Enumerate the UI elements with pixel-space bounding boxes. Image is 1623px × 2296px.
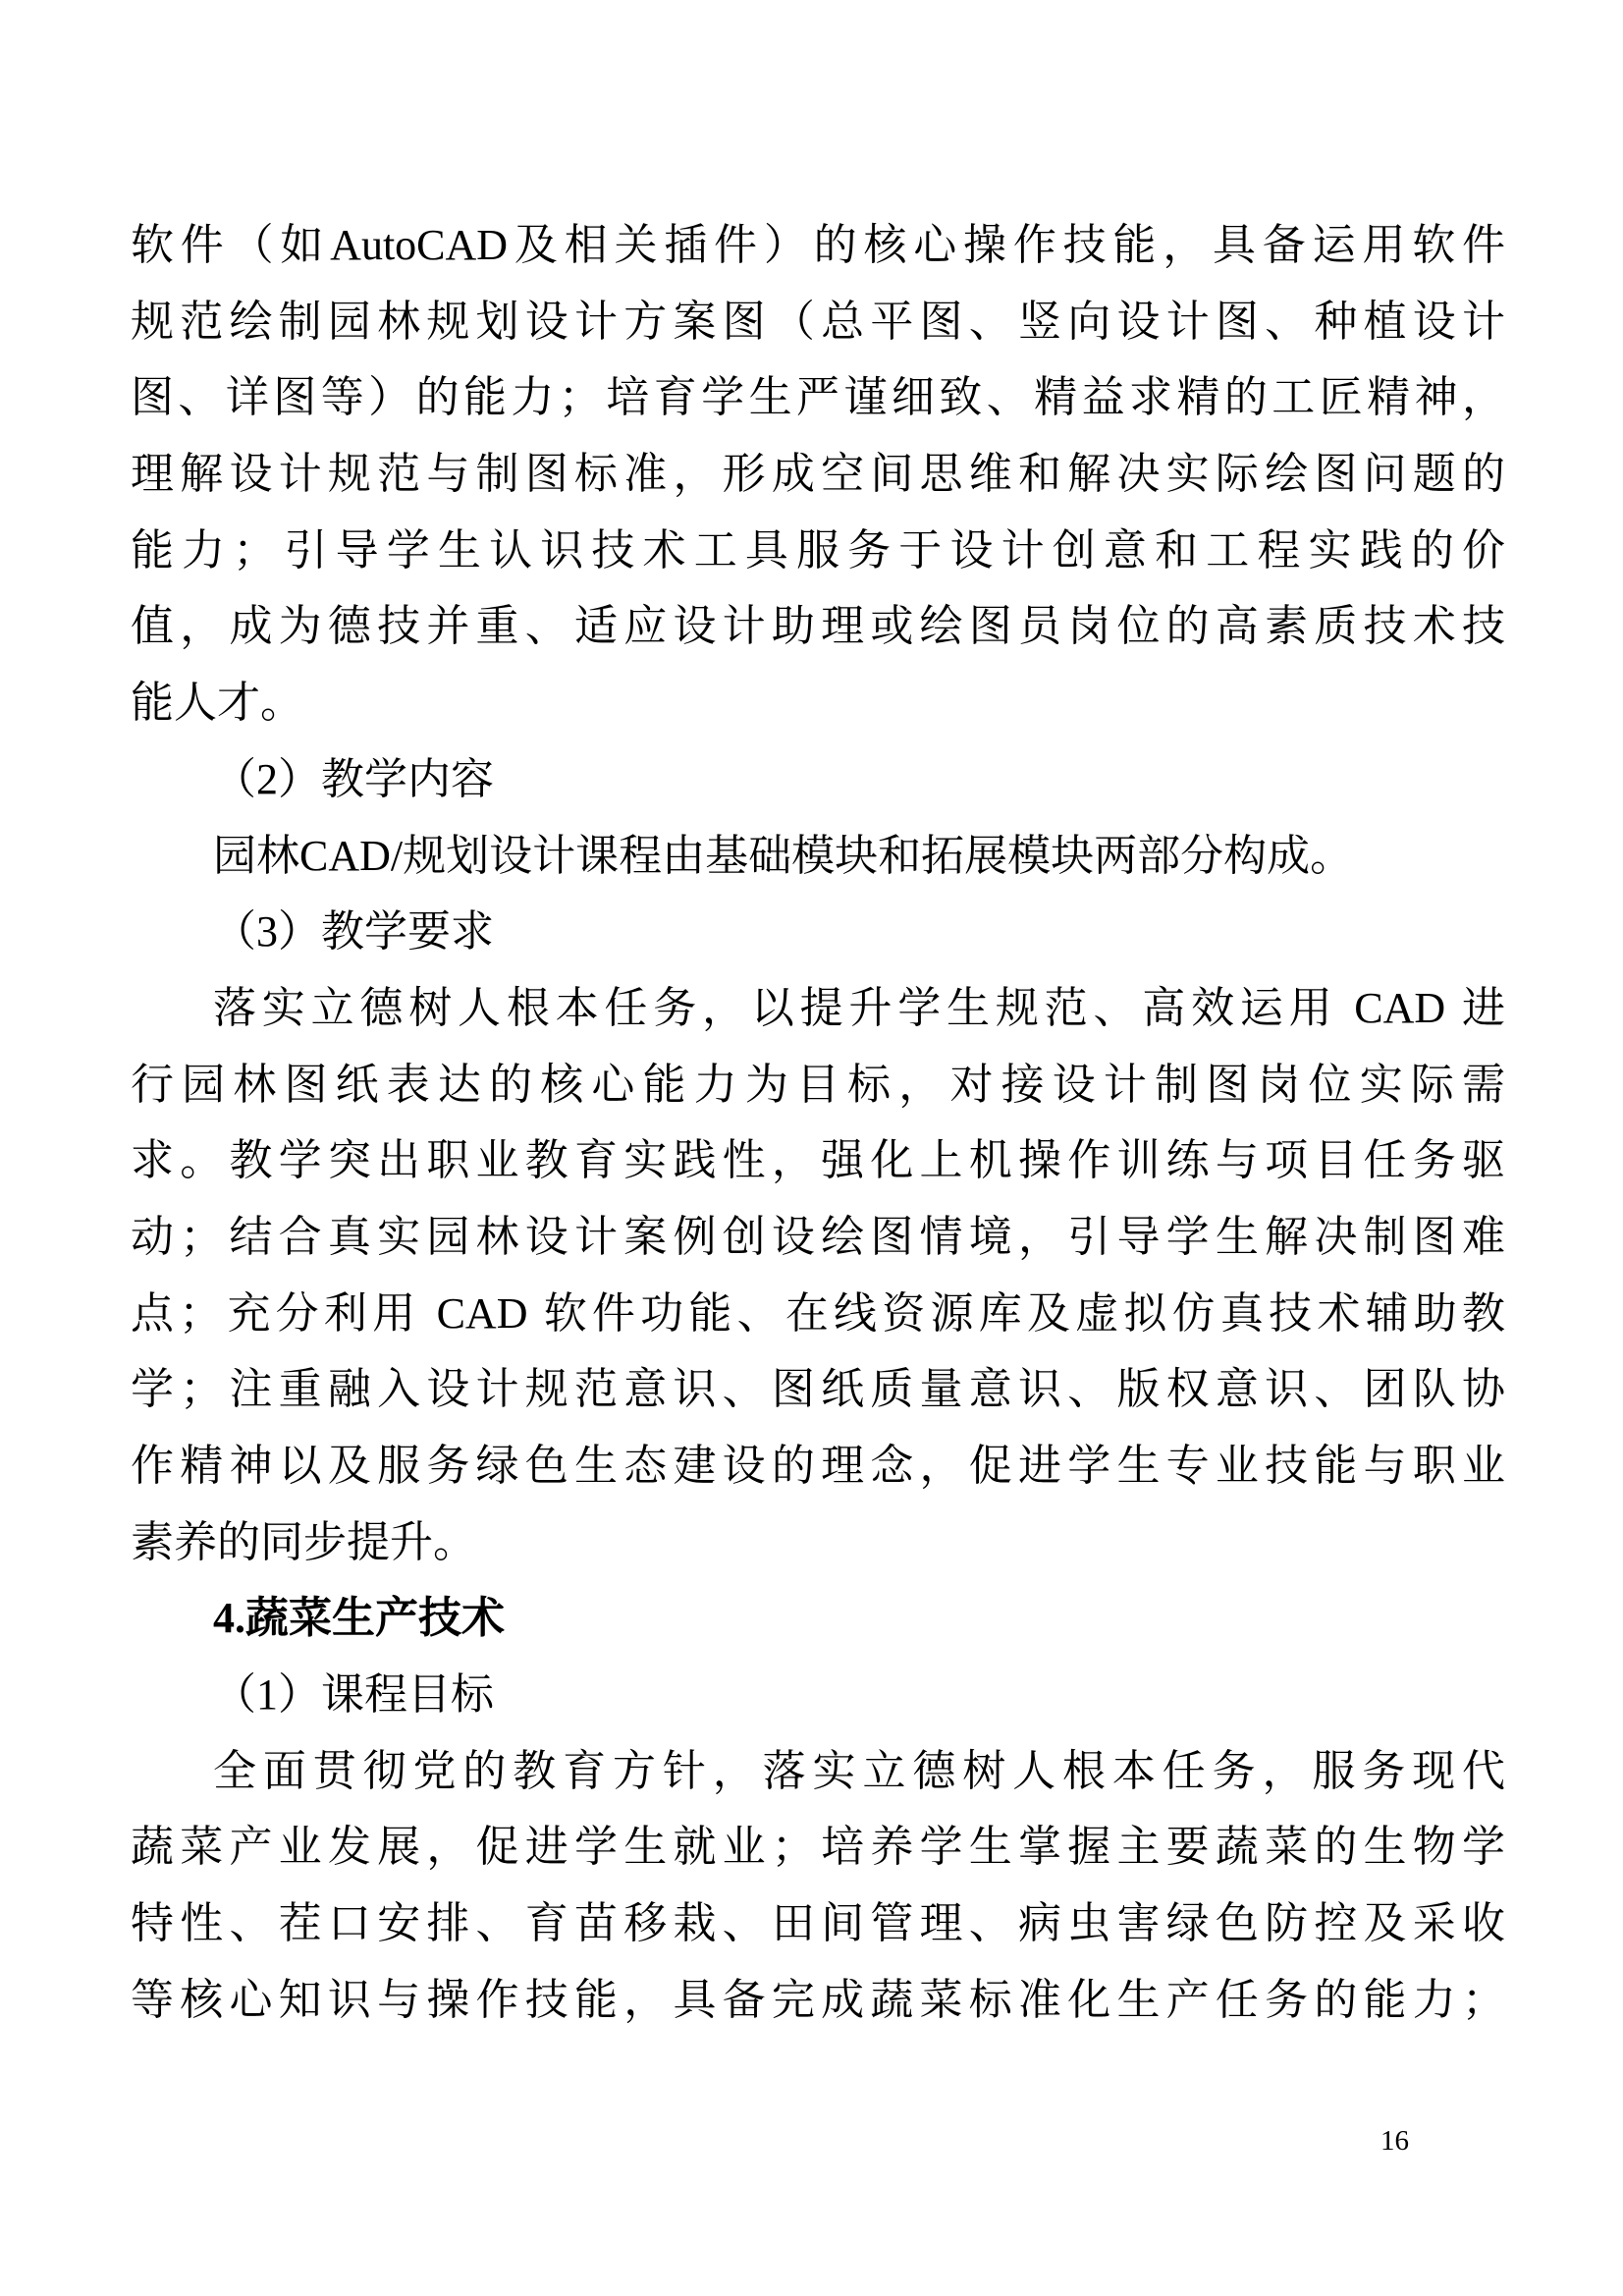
text-block: [131, 207, 1505, 2039]
text-line: 点；充分利用 CAD 软件功能、在线资源库及虚拟仿真技术辅助教: [131, 1288, 1505, 1338]
text-line: 能力；引导学生认识技术工具服务于设计创意和工程实践的价: [131, 525, 1505, 574]
text-line: 蔬菜产业发展，促进学生就业；培养学生掌握主要蔬菜的生物学: [131, 1823, 1505, 1872]
text-line: 等核心知识与操作技能，具备完成蔬菜标准化生产任务的能力；: [131, 1975, 1505, 2024]
text-line: （1）课程目标: [213, 1670, 494, 1720]
text-line: 特性、茬口安排、育苗移栽、田间管理、病虫害绿色防控及采收: [131, 1899, 1505, 1948]
text-line: 求。教学突出职业教育实践性，强化上机操作训练与项目任务驱: [131, 1136, 1505, 1185]
text-line: 软件（如AutoCAD及相关插件）的核心操作技能，具备运用软件: [131, 221, 1505, 269]
text-line: 能人才。: [131, 679, 303, 728]
text-line: 全面贯彻党的教育方针，落实立德树人根本任务，服务现代: [213, 1746, 1505, 1795]
text-line: 园林CAD/规划设计课程由基础模块和拓展模块两部分构成。: [213, 831, 1354, 880]
text-line: 图、详图等）的能力；培育学生严谨细致、精益求精的工匠精神，: [131, 373, 1505, 422]
text-line: 行园林图纸表达的核心能力为目标，对接设计制图岗位实际需: [131, 1060, 1505, 1109]
text-line: 值，成为德技并重、适应设计助理或绘图员岗位的高素质技术技: [131, 602, 1505, 651]
text-line: 理解设计规范与制图标准，形成空间思维和解决实际绘图问题的: [131, 450, 1505, 499]
text-line: 动；结合真实园林设计案例创设绘图情境，引导学生解决制图难: [131, 1212, 1505, 1261]
text-line: （3）教学要求: [213, 907, 494, 957]
text-line: 落实立德树人根本任务，以提升学生规范、高效运用 CAD 进: [213, 983, 1505, 1032]
text-line: 4.蔬菜生产技术: [213, 1594, 505, 1643]
text-line: 作精神以及服务绿色生态建设的理念，促进学生专业技能与职业: [131, 1442, 1505, 1490]
text-line: 规范绘制园林规划设计方案图（总平图、竖向设计图、种植设计: [131, 297, 1505, 346]
text-line: 素养的同步提升。: [131, 1517, 476, 1566]
text-line: 学；注重融入设计规范意识、图纸质量意识、版权意识、团队协: [131, 1365, 1505, 1414]
text-line: （2）教学内容: [213, 754, 494, 803]
page-number: 16: [1380, 2125, 1409, 2157]
